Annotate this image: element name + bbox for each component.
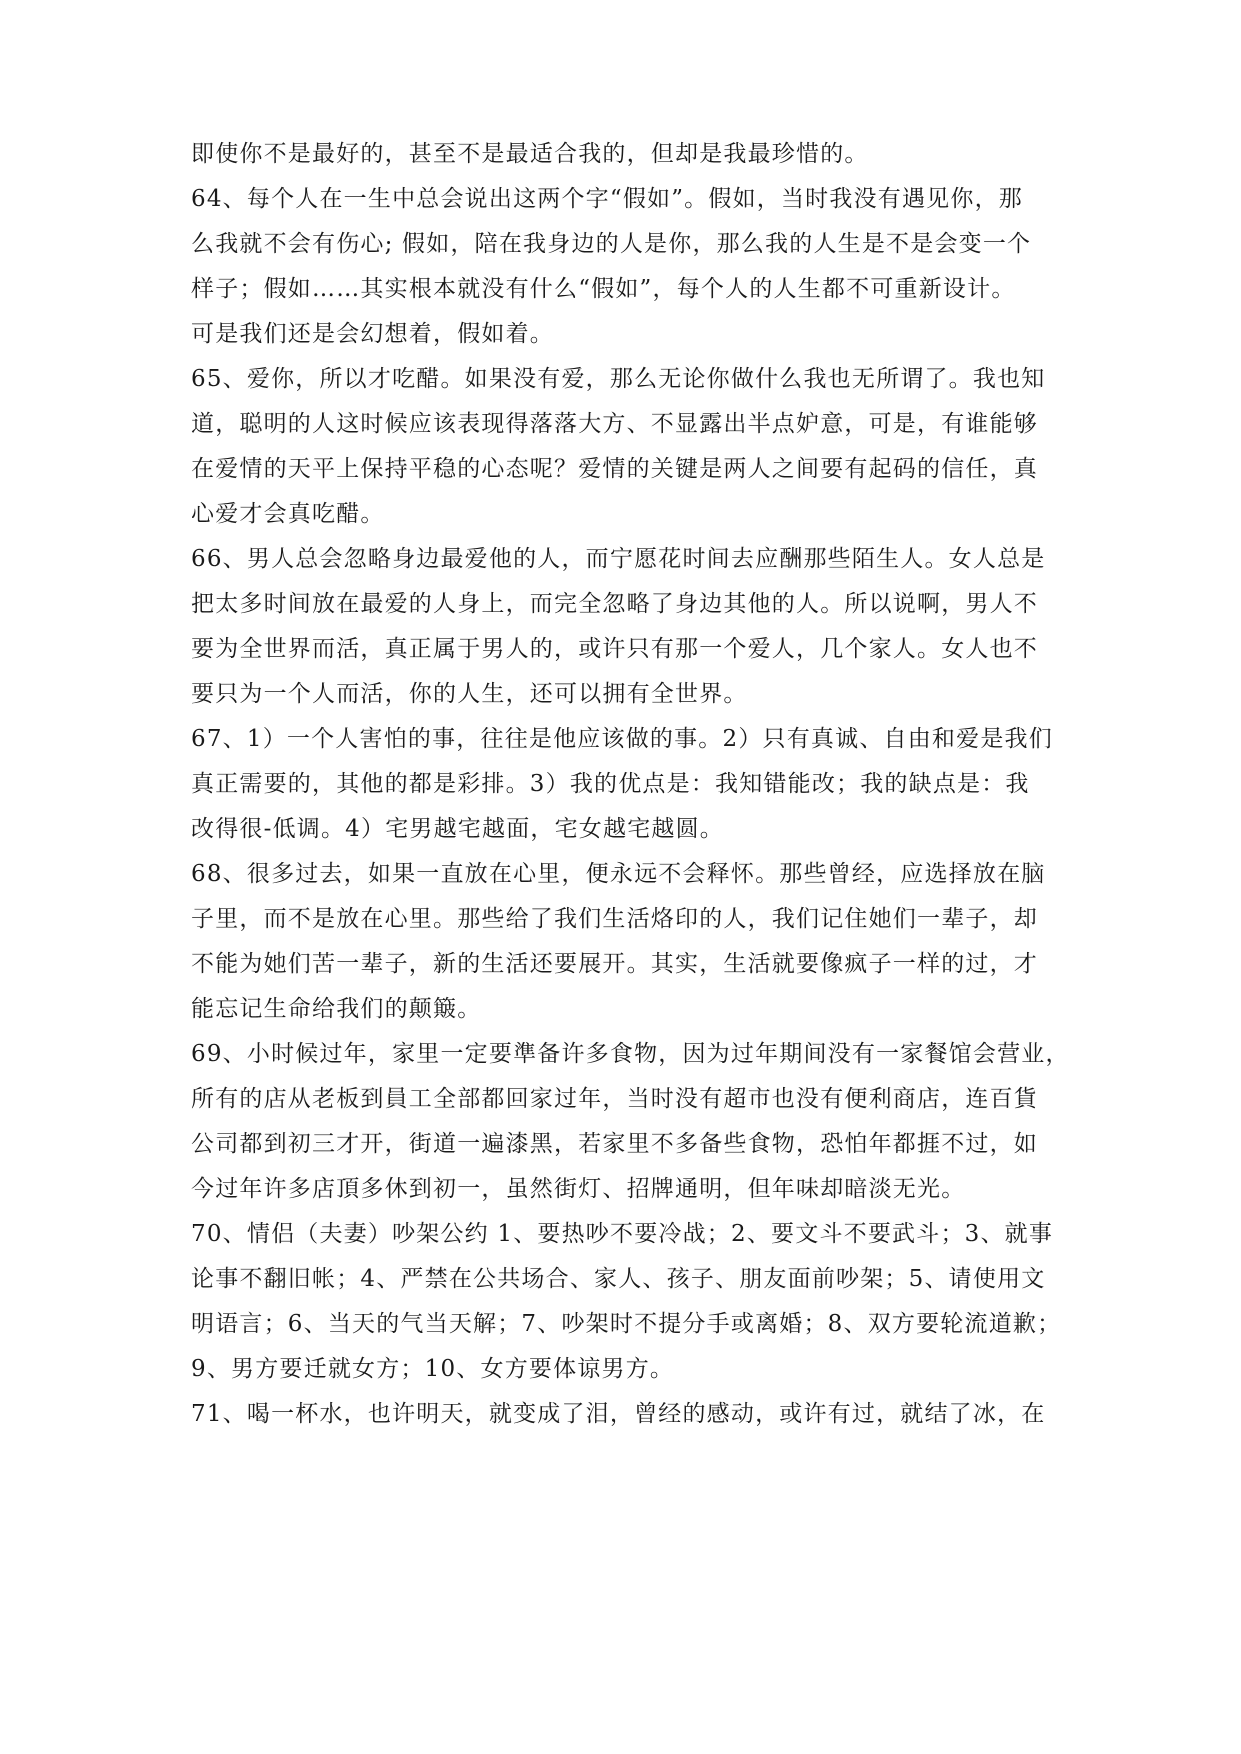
text-line: 67、1）一个人害怕的事，往往是他应该做的事。2）只有真诚、自由和爱是我们 bbox=[191, 726, 1053, 752]
text-line: 样子；假如……其实根本就没有什么“假如”，每个人的人生都不可重新设计。 bbox=[191, 276, 1016, 302]
text-line: 改得很-低调。4）宅男越宅越面，宅女越宅越圆。 bbox=[191, 816, 725, 842]
text-line: 今过年许多店頂多休到初一，虽然街灯、招牌通明，但年味却暗淡无光。 bbox=[191, 1176, 966, 1202]
text-line: 明语言；6、当天的气当天解；7、吵架时不提分手或离婚；8、双方要轮流道歉； bbox=[191, 1311, 1062, 1337]
text-line: 公司都到初三才开，街道一遍漆黑，若家里不多备些食物，恐怕年都捱不过，如 bbox=[191, 1131, 1038, 1157]
text-line: 70、情侣（夫妻）吵架公约 1、要热吵不要冷战；2、要文斗不要武斗；3、就事 bbox=[191, 1221, 1054, 1247]
text-line: 在爱情的天平上保持平稳的心态呢？爱情的关键是两人之间要有起码的信任，真 bbox=[191, 456, 1038, 482]
text-line: 要只为一个人而活，你的人生，还可以拥有全世界。 bbox=[191, 681, 748, 707]
text-line: 能忘记生命给我们的颠簸。 bbox=[191, 996, 482, 1022]
text-line: 真正需要的，其他的都是彩排。3）我的优点是：我知错能改；我的缺点是：我 bbox=[191, 771, 1030, 797]
text-line: 69、小时候过年，家里一定要準备许多食物，因为过年期间没有一家餐馆会营业， bbox=[191, 1041, 1070, 1067]
text-line: 把太多时间放在最爱的人身上，而完全忽略了身边其他的人。所以说啊，男人不 bbox=[191, 591, 1038, 617]
text-line: 不能为她们苦一辈子，新的生活还要展开。其实，生活就要像疯子一样的过，才 bbox=[191, 951, 1038, 977]
text-line: 68、很多过去，如果一直放在心里，便永远不会释怀。那些曾经，应选择放在脑 bbox=[191, 861, 1046, 887]
text-line: 66、男人总会忽略身边最爱他的人，而宁愿花时间去应酬那些陌生人。女人总是 bbox=[191, 546, 1046, 572]
text-line: 65、爱你，所以才吃醋。如果没有爱，那么无论你做什么我也无所谓了。我也知 bbox=[191, 366, 1046, 392]
text-line: 可是我们还是会幻想着，假如着。 bbox=[191, 321, 554, 347]
text-line: 要为全世界而活，真正属于男人的，或许只有那一个爱人，几个家人。女人也不 bbox=[191, 636, 1038, 662]
text-line: 9、男方要迁就女方；10、女方要体谅男方。 bbox=[191, 1356, 675, 1382]
text-line: 即使你不是最好的，甚至不是最适合我的，但却是我最珍惜的。 bbox=[191, 141, 869, 167]
text-line: 64、每个人在一生中总会说出这两个字“假如”。假如，当时我没有遇见你，那 bbox=[191, 186, 1023, 212]
text-line: 道，聪明的人这时候应该表现得落落大方、不显露出半点妒意，可是，有谁能够 bbox=[191, 411, 1038, 437]
text-line: 论事不翻旧帐；4、严禁在公共场合、家人、孩子、朋友面前吵架；5、请使用文 bbox=[191, 1266, 1046, 1292]
text-line: 71、喝一杯水，也许明天，就变成了泪，曾经的感动，或许有过，就结了冰，在 bbox=[191, 1401, 1046, 1427]
text-line: 心爱才会真吃醋。 bbox=[191, 501, 385, 527]
text-line: 子里，而不是放在心里。那些给了我们生活烙印的人，我们记住她们一辈子，却 bbox=[191, 906, 1038, 932]
text-line: 么我就不会有伤心; 假如，陪在我身边的人是你，那么我的人生是不是会变一个 bbox=[191, 231, 1032, 257]
text-line: 所有的店从老板到員工全部都回家过年，当时没有超市也没有便利商店，连百貨 bbox=[191, 1086, 1038, 1112]
